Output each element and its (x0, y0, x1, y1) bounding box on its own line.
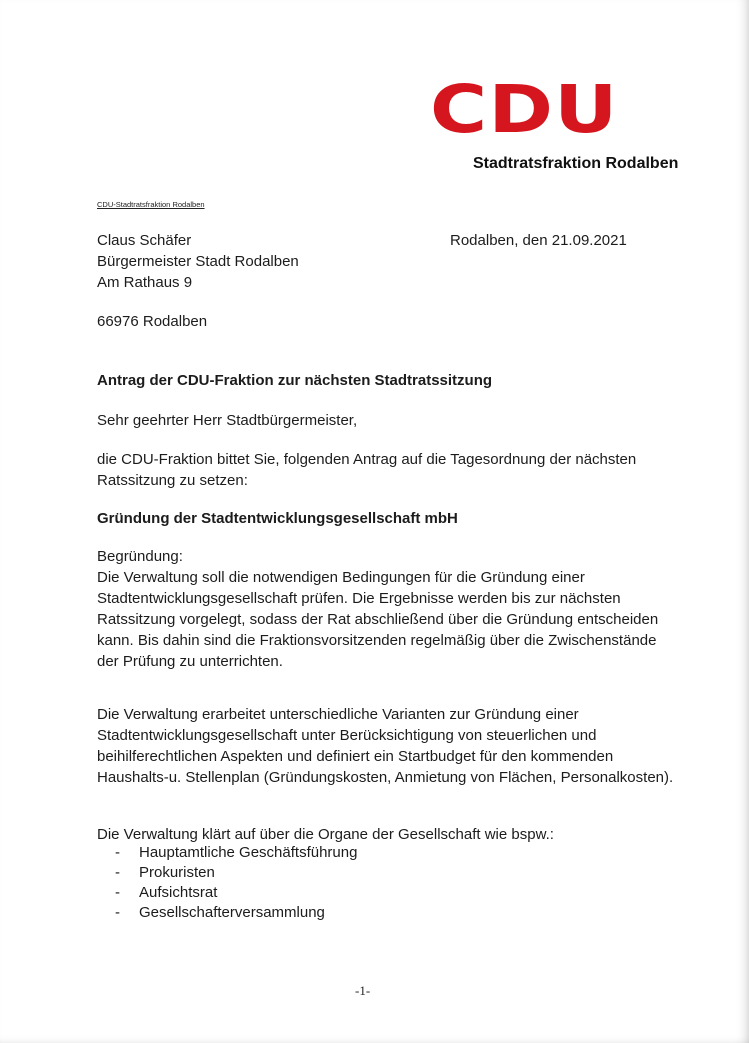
list-dash: - (115, 904, 120, 921)
list-item-label: Gesellschafterversammlung (139, 904, 325, 921)
list-item (115, 863, 357, 883)
list-dash: - (115, 884, 120, 901)
sender-line: CDU-Stadtratsfraktion Rodalben (97, 200, 205, 209)
list-item-label: Hauptamtliche Geschäftsführung (139, 844, 358, 861)
recipient-title: Bürgermeister Stadt Rodalben (97, 253, 299, 270)
fraktion-title: Stadtratsfraktion Rodalben (473, 155, 679, 172)
list-item-label: Aufsichtsrat (139, 884, 218, 901)
list-item (115, 883, 357, 903)
organs-intro: Die Verwaltung klärt auf über die Organe der Gesellschaft wie bspw.: (97, 826, 554, 843)
organs-list (115, 843, 357, 923)
reason-line: Ratssitzung vorgelegt, sodass der Rat abschließend über die Gründung entscheiden (97, 611, 659, 628)
list-dash: - (115, 844, 120, 861)
reason-line: Die Verwaltung soll die notwendigen Bedingungen für die Gründung einer (97, 569, 585, 586)
recipient-name: Claus Schäfer (97, 232, 192, 249)
reason-line: Stadtentwicklungsgesellschaft prüfen. Die Ergebnisse werden bis zur nächsten (97, 590, 621, 607)
list-item-label: Prokuristen (139, 864, 215, 881)
page-number: -1- (355, 983, 371, 998)
variants-paragraph (97, 704, 673, 788)
variants-line: beihilferechtlichen Aspekten und definiert ein Startbudget für den kommenden (97, 748, 614, 765)
intro-line: die CDU-Fraktion bittet Sie, folgenden Antrag auf die Tagesordnung der nächsten (97, 451, 637, 468)
variants-line: Die Verwaltung erarbeitet unterschiedliche Varianten zur Gründung einer (97, 706, 579, 723)
motion-title: Gründung der Stadtentwicklungsgesellschaft mbH (97, 510, 458, 527)
intro-line: Ratssitzung zu setzen: (97, 472, 248, 489)
list-dash: - (115, 864, 120, 881)
recipient-postal: 66976 Rodalben (97, 313, 208, 330)
cdu-logo: CDU (430, 71, 619, 148)
intro-paragraph (97, 449, 636, 491)
recipient-street: Am Rathaus 9 (97, 274, 193, 291)
reason-paragraph (97, 546, 658, 672)
subject-line: Antrag der CDU-Fraktion zur nächsten Stadtratssitzung (97, 372, 493, 389)
salutation: Sehr geehrter Herr Stadtbürgermeister, (97, 412, 358, 429)
reason-line: der Prüfung zu unterrichten. (97, 653, 283, 670)
list-item (115, 903, 357, 923)
variants-line: Stadtentwicklungsgesellschaft unter Berücksichtigung von steuerlichen und (97, 727, 597, 744)
variants-line: Haushalts-u. Stellenplan (Gründungskosten, Anmietung von Flächen, Personalkosten). (97, 769, 674, 786)
list-item (115, 843, 357, 863)
reason-heading: Begründung: (97, 548, 183, 565)
recipient-address (97, 230, 299, 293)
date-line: Rodalben, den 21.09.2021 (450, 232, 627, 249)
reason-line: kann. Bis dahin sind die Fraktionsvorsitzenden regelmäßig über die Zwischenstände (97, 632, 657, 649)
